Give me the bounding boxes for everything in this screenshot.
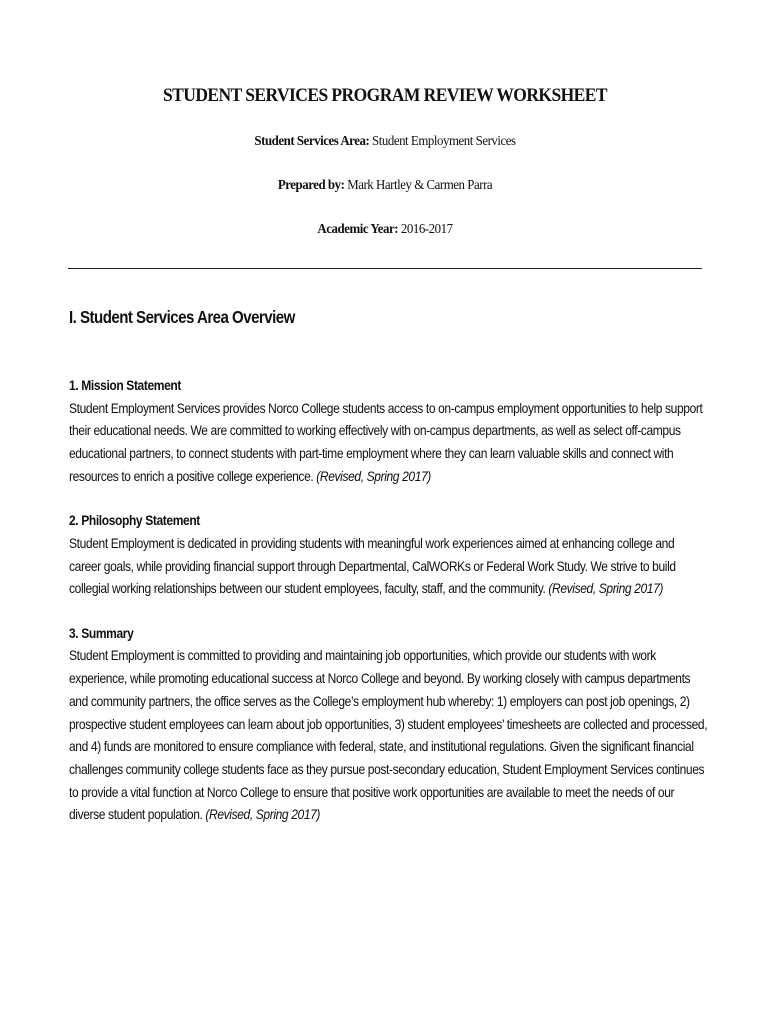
mission-statement-heading: 1. Mission Statement [69,377,182,393]
philosophy-statement-text [69,532,709,600]
header-divider [68,268,702,269]
summary-revised-note: (Revised, Spring 2017) [205,806,321,823]
mission-statement-block [69,374,709,487]
philosophy-statement-block [69,509,709,600]
mission-statement-body: Student Employment Services provides Norco College students access to on-campus employment opportunities to help support their educational needs. We are committed to working effectively with on-campus departments, as well as select off-campus educational partners, to connect students with part-time employment where they can learn valuable skills and connect with resources to enrich a positive college experience. [69,399,703,484]
philosophy-revised-note: (Revised, Spring 2017) [548,580,664,597]
prepared-by-label: Prepared by: [277,178,345,193]
philosophy-statement-heading: 2. Philosophy Statement [69,512,200,529]
mission-revised-note: (Revised, Spring 2017) [316,467,431,484]
summary-heading: 3. Summary [69,624,134,641]
philosophy-statement-body: Student Employment is dedicated in providing students with meaningful work experiences aimed at enhancing college and career goals, while providing financial support through Departmental, CalWORKs or Federal Work Study. We strive to build collegial working relationships between our student employees, faculty, staff, and the community. [69,534,676,597]
summary-block [69,622,709,826]
services-area-value: Student Employment Services [372,134,516,149]
prepared-by-value: Mark Hartley & Carmen Parra [347,178,493,193]
section-heading: I. Student Services Area Overview [69,307,295,327]
academic-year-line [93,220,676,240]
document-title: STUDENT SERVICES PROGRAM REVIEW WORKSHEET [163,85,607,106]
academic-year-value: 2016-2017 [400,222,453,237]
prepared-by-line [93,176,676,196]
document-body [69,304,709,826]
summary-text [69,644,709,826]
mission-statement-text [69,397,709,488]
services-area-line [93,132,676,152]
summary-body: Student Employment is committed to providing and maintaining job opportunities, which provide our students with work experience, while promoting educational success at Norco College and beyond. By working closely with campus departments and community partners, the office serves as the College’s employment hub whereby: 1) employers can post job openings, 2) prospective student employees can learn about job opportunities, 3) student employees’ timesheets are collected and processed, and 4) funds are monitored to ensure compliance with federal, state, and institutional regulations. Given the significant financial challenges community college students face as they pursue post-secondary education, Student Employment Services continues to provide a vital function at Norco College to ensure that positive work opportunities are available to meet the needs of our diverse student population. [69,647,708,823]
services-area-label: Student Services Area: [254,134,370,149]
document-header [68,80,702,240]
academic-year-label: Academic Year: [317,222,399,237]
